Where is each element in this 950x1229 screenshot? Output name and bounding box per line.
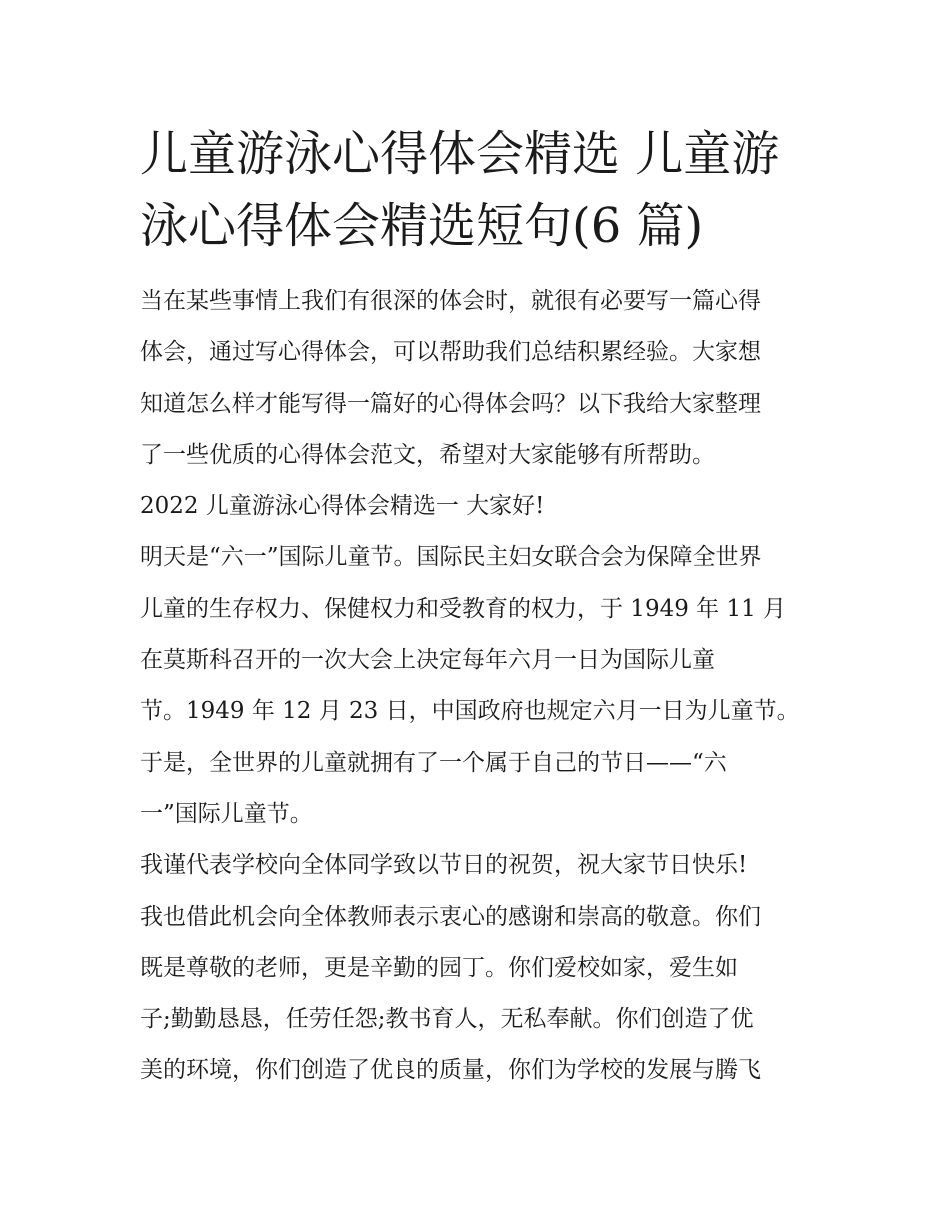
body-line: 于是，全世界的儿童就拥有了一个属于自己的节日——“六	[140, 749, 727, 776]
body-line: 知道怎么样才能写得一篇好的心得体会吗？以下我给大家整理	[140, 390, 761, 417]
body-line: 当在某些事情上我们有很深的体会时，就很有必要写一篇心得	[140, 288, 761, 314]
body-line: 体会，通过写心得体会，可以帮助我们总结积累经验。大家想	[140, 339, 761, 366]
body-line: 了一些优质的心得体会范文，希望对大家能够有所帮助。	[140, 441, 715, 468]
title-line-1: 儿童游泳心得体会精选 儿童游	[140, 126, 780, 182]
body-line: 我也借此机会向全体教师表示衷心的感谢和崇高的敬意。你们	[140, 903, 761, 930]
body-line: 明天是“六一”国际儿童节。国际民主妇女联合会为保障全世界	[140, 544, 762, 571]
body-line: 我谨代表学校向全体同学致以节日的祝贺，祝大家节日快乐!	[140, 852, 748, 879]
section-heading: 2022 儿童游泳心得体会精选一 大家好!	[140, 493, 545, 520]
body-line: 儿童的生存权力、保健权力和受教育的权力，于 1949 年 11 月	[140, 595, 787, 622]
body-line: 美的环境，你们创造了优良的质量，你们为学校的发展与腾飞	[140, 1057, 761, 1084]
body-line: 子;勤勤恳恳，任劳任怨;教书育人，无私奉献。你们创造了优	[140, 1006, 754, 1033]
document-title	[140, 118, 820, 262]
title-line-2: 泳心得体会精选短句(6 篇)	[140, 198, 704, 254]
body-line: 在莫斯科召开的一次大会上决定每年六月一日为国际儿童	[140, 647, 715, 674]
body-line: 一”国际儿童节。	[140, 800, 313, 827]
body-line: 既是尊敬的老师，更是辛勤的园丁。你们爱校如家，爱生如	[140, 954, 738, 981]
document-body	[140, 276, 830, 1097]
body-line: 节。1949 年 12 月 23 日，中国政府也规定六月一日为儿童节。	[140, 698, 800, 725]
